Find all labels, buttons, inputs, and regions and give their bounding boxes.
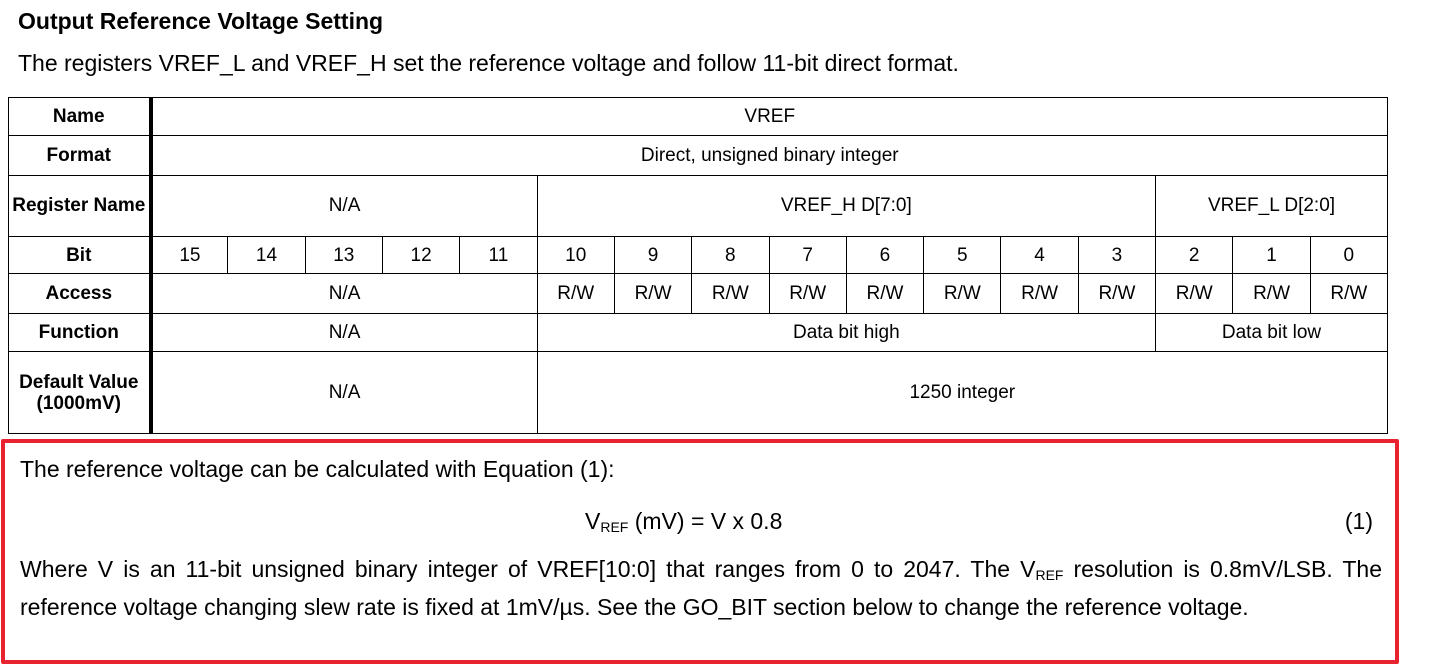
equation-intro: The reference voltage can be calculated with Equation (1):: [20, 456, 615, 482]
bit-cell: 12: [382, 237, 459, 274]
function-high: Data bit high: [537, 313, 1156, 351]
format-value: Direct, unsigned binary integer: [151, 136, 1388, 175]
access-cell: R/W: [692, 274, 769, 313]
bit-cell: 15: [151, 237, 228, 274]
access-cell: R/W: [614, 274, 691, 313]
bit-cell: 11: [460, 237, 537, 274]
row-header-bit: Bit: [9, 237, 151, 274]
access-cell: R/W: [924, 274, 1001, 313]
bit-cell: 5: [924, 237, 1001, 274]
name-value: VREF: [151, 98, 1388, 136]
access-cell: R/W: [1310, 274, 1387, 313]
row-header-function: Function: [9, 313, 151, 351]
bit-cell: 7: [769, 237, 846, 274]
access-cell: R/W: [1233, 274, 1310, 313]
access-na: N/A: [151, 274, 538, 313]
equation: [585, 508, 782, 535]
bit-cell: 14: [228, 237, 305, 274]
row-header-name: Name: [9, 98, 151, 136]
description-sub: REF: [1035, 567, 1064, 583]
table-row: [9, 175, 1388, 237]
bit-cell: 4: [1001, 237, 1078, 274]
description-part2: resolution is 0.8mV/LSB. The reference voltage changing slew rate is fixed at 1mV/µs. See the GO_BIT section below to change the reference voltage.: [20, 556, 1383, 620]
equation-rest: (mV) = V x 0.8: [628, 508, 783, 534]
row-header-format: Format: [9, 136, 151, 175]
function-na: N/A: [151, 313, 538, 351]
description-part1: Where V is an 11-bit unsigned binary integer of VREF[10:0] that ranges from 0 to 2047. The V: [20, 556, 1036, 582]
equation-sub: REF: [600, 519, 629, 535]
table-row: [9, 274, 1388, 313]
table-row: [9, 136, 1388, 175]
section-heading: Output Reference Voltage Setting: [18, 8, 384, 34]
access-cell: R/W: [846, 274, 923, 313]
access-cell: R/W: [537, 274, 614, 313]
bit-cell: 6: [846, 237, 923, 274]
intro-text: The registers VREF_L and VREF_H set the reference voltage and follow 11-bit direct format.: [18, 50, 959, 76]
equation-v: V: [585, 508, 601, 534]
bit-cell: 0: [1310, 237, 1387, 274]
bit-cell: 10: [537, 237, 614, 274]
row-header-default-value: Default Value (1000mV): [9, 352, 151, 434]
register-name-na: N/A: [151, 175, 538, 237]
access-cell: R/W: [1156, 274, 1233, 313]
table-row: [9, 313, 1388, 351]
register-name-low: VREF_L D[2:0]: [1156, 175, 1388, 237]
bit-cell: 1: [1233, 237, 1310, 274]
default-na: N/A: [151, 352, 538, 434]
bit-cell: 9: [614, 237, 691, 274]
bit-cell: 13: [305, 237, 382, 274]
register-table: [8, 97, 1388, 434]
equation-description: [20, 553, 1382, 623]
default-value: 1250 integer: [537, 352, 1387, 434]
register-name-high: VREF_H D[7:0]: [537, 175, 1156, 237]
table-row: [9, 237, 1388, 274]
row-header-register-name: Register Name: [9, 175, 151, 237]
bit-cell: 2: [1156, 237, 1233, 274]
bit-cell: 8: [692, 237, 769, 274]
bit-cell: 3: [1078, 237, 1155, 274]
equation-number: (1): [1344, 508, 1373, 534]
access-cell: R/W: [1078, 274, 1155, 313]
table-row: [9, 352, 1388, 434]
equation-callout: [1, 439, 1399, 664]
function-low: Data bit low: [1156, 313, 1388, 351]
table-row: [9, 98, 1388, 136]
access-cell: R/W: [1001, 274, 1078, 313]
access-cell: R/W: [769, 274, 846, 313]
row-header-access: Access: [9, 274, 151, 313]
